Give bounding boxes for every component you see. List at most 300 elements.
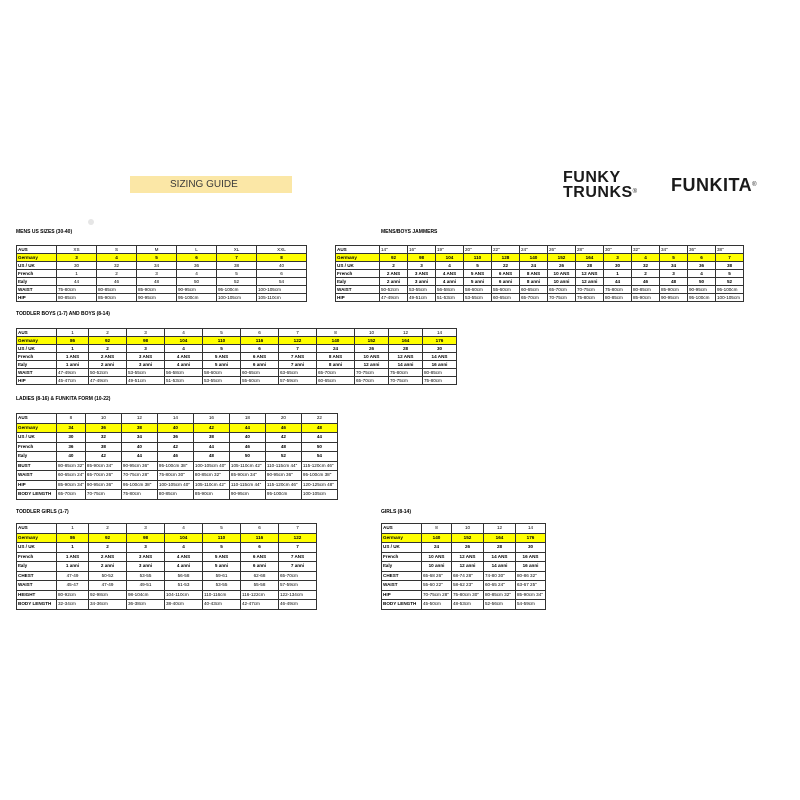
size-cell: 38 [193,433,229,443]
size-cell: 24 [317,345,355,353]
table-row [17,294,307,302]
funky-trunks-logo [563,170,638,200]
size-cell: 48-53cm [452,600,484,610]
size-cell: 32 [97,262,137,270]
size-cell: 30" [604,246,632,254]
size-cell: 36-38cm [127,600,165,610]
size-cell: 85-90cm [660,286,688,294]
size-cell: 34-36cm [89,600,127,610]
row-label: HIP [17,377,57,385]
size-cell: 95-100cm [716,286,744,294]
size-cell: 3 [408,262,436,270]
size-cell: 48 [193,452,229,462]
size-cell: 59-61 [203,571,241,581]
size-cell: 65-70cm [317,369,355,377]
size-cell: 14 [157,414,193,424]
size-cell: 63-65cm [279,369,317,377]
size-cell: 28 [389,345,423,353]
size-cell: 54-59cm [516,600,546,610]
row-label: WAIST [382,581,422,591]
size-cell: 95-100cm [217,286,257,294]
size-cell: 105-110cm 42" [229,461,265,471]
table-row [382,571,546,581]
size-cell: 46 [265,423,301,433]
table-row [17,533,317,543]
size-cell: 47-49cm [89,377,127,385]
size-cell: 6 [177,254,217,262]
row-label: HEIGHT [17,590,57,600]
size-cell: 24 [422,543,452,553]
size-cell: 152 [548,254,576,262]
row-label: French [382,552,422,562]
table-row [17,600,317,610]
size-cell: 92 [380,254,408,262]
size-cell: 4 [436,262,464,270]
size-cell: 18 [229,414,265,424]
size-cell: 4 [165,345,203,353]
size-cell: 56-58cm [165,369,203,377]
size-cell: 32 [85,433,121,443]
size-cell: 80-85cm [423,369,457,377]
size-cell: 75-80cm [121,490,157,500]
size-cell: 110-115cm 44" [229,480,265,490]
size-cell: 48 [660,278,688,286]
size-cell: 70-75cm [85,490,121,500]
size-cell: 80-85cm [157,490,193,500]
size-cell: 4 anni [165,562,203,572]
row-label: Germany [382,533,422,543]
size-cell: 12 ANS [389,353,423,361]
size-cell: 80-92cm [57,590,89,600]
size-cell: 122-134cm [279,590,317,600]
size-cell: 80-85cm 32" [193,471,229,481]
size-cell: 2 [89,524,127,534]
size-cell: 90-95cm [229,490,265,500]
row-label: WAIST [17,471,57,481]
size-cell: 1 anni [57,361,89,369]
size-cell: 115-120cm 46" [301,461,337,471]
size-cell: 104 [165,533,203,543]
size-cell: 2 anni [89,562,127,572]
size-cell: 85-90cm [193,490,229,500]
size-cell: M [137,246,177,254]
size-cell: 56-58cm [436,286,464,294]
size-cell: 36 [157,433,193,443]
size-cell: XL [217,246,257,254]
size-cell: 40 [229,433,265,443]
size-cell: 6 anni [492,278,520,286]
row-label: Italy [17,452,57,462]
section-title-mens-us: MENS US SIZES (30-40) [16,229,73,235]
size-cell: 36 [177,262,217,270]
size-cell: 5 [137,254,177,262]
row-label: AUS [382,524,422,534]
size-cell: 80-85cm [604,294,632,302]
row-label: CHEST [17,571,57,581]
size-cell: 57-59cm [279,581,317,591]
size-cell: 98 [127,337,165,345]
table-row [382,543,546,553]
size-cell: 6 [241,329,279,337]
size-cell: 49-51cm [408,294,436,302]
size-cell: 3 ANS [408,270,436,278]
size-cell: 120-125cm 48" [301,480,337,490]
size-cell: 8 [422,524,452,534]
size-cell: 42 [265,433,301,443]
size-cell: 164 [484,533,516,543]
table-row [382,552,546,562]
size-cell: 110 [464,254,492,262]
size-cell: 60-65cm [520,286,548,294]
row-label: WAIST [17,369,57,377]
size-cell: 36 [688,262,716,270]
table-row [382,590,546,600]
size-cell: L [177,246,217,254]
row-label: HIP [382,590,422,600]
table-row [336,246,744,254]
row-label: Germany [336,254,380,262]
size-cell: 14 [516,524,546,534]
size-cell: 85-90cm [137,286,177,294]
ladies-size-table [16,413,338,500]
size-cell: 5 anni [203,562,241,572]
size-cell: 3 [604,254,632,262]
size-cell: 98 [127,533,165,543]
size-cell: 80-85cm [632,286,660,294]
size-cell: 42 [85,452,121,462]
size-cell: 53-55cm [203,377,241,385]
table-row [17,490,338,500]
size-cell: 47-49 [57,571,89,581]
toddler-girls-size-table [16,523,317,610]
size-cell: 98-104cm [127,590,165,600]
size-cell: 12 ANS [452,552,484,562]
size-cell: 26 [452,543,484,553]
size-cell: 26 [355,345,389,353]
table-row [17,461,338,471]
size-cell: S [97,246,137,254]
size-cell: 75-80cm [389,369,423,377]
size-cell: 22" [492,246,520,254]
row-label: WAIST [17,581,57,591]
table-row [382,562,546,572]
row-label: French [17,442,57,452]
toddler-boys-size-table [16,328,457,385]
size-cell: 52 [217,278,257,286]
size-cell: 44 [193,442,229,452]
size-cell: 30 [57,433,86,443]
table-row [17,329,457,337]
size-cell: 7 anni [279,361,317,369]
table-row [17,246,307,254]
size-cell: 3 ANS [127,353,165,361]
row-label: AUS [17,329,57,337]
size-cell: 48 [301,423,337,433]
size-cell: 152 [355,337,389,345]
size-cell: 12 anni [576,278,604,286]
size-cell: 3 [660,270,688,278]
size-cell: 75-80cm 30" [452,590,484,600]
size-cell: 47-49cm [57,369,89,377]
size-cell: 1 [57,524,89,534]
size-cell: 110-116cm [203,590,241,600]
size-cell: 70-75cm 28" [121,471,157,481]
size-cell: 65-70cm [355,377,389,385]
size-cell: 50-52cm [380,286,408,294]
size-cell: 42 [157,442,193,452]
size-cell: 80-85cm 32" [484,590,516,600]
size-cell: 90-95cm [177,286,217,294]
size-cell: 6 [241,524,279,534]
size-cell: 75-80cm [423,377,457,385]
size-cell: 60-65cm [241,369,279,377]
size-cell: 30 [423,345,457,353]
size-cell: 95-100cm [688,294,716,302]
size-cell: 140 [422,533,452,543]
size-cell: 6 ANS [241,552,279,562]
row-label: US / UK [17,433,57,443]
size-cell: 8 [257,254,307,262]
size-cell: 1 [604,270,632,278]
size-cell: 7 [279,345,317,353]
table-row [17,423,338,433]
size-cell: 5 ANS [203,552,241,562]
row-label: BUST [17,461,57,471]
size-cell: 6 ANS [492,270,520,278]
size-cell: 10 ANS [355,353,389,361]
size-cell: 34 [660,262,688,270]
size-cell: 140 [520,254,548,262]
size-cell: 95-100cm 38" [121,480,157,490]
size-cell: 26 [548,262,576,270]
size-cell: 70-75cm [576,286,604,294]
size-cell: 14" [380,246,408,254]
size-cell: 90-95cm 36" [85,480,121,490]
size-cell: 22 [492,262,520,270]
size-cell: 70-75cm [548,294,576,302]
size-cell: 115-120cm 46" [265,480,301,490]
size-cell: 65-70cm [57,490,86,500]
size-cell: 3 anni [408,278,436,286]
size-cell: 5 [203,345,241,353]
size-cell: 38" [716,246,744,254]
jammers-size-table [335,245,744,302]
size-cell: 32 [632,262,660,270]
size-cell: 90-95cm [137,294,177,302]
size-cell: 7 [217,254,257,262]
size-cell: 50 [301,442,337,452]
section-title-toddler-girls: TODDLER GIRLS (1-7) [16,509,69,515]
size-cell: 4 anni [165,361,203,369]
size-cell: 53-55cm [464,294,492,302]
size-cell: 14 ANS [484,552,516,562]
size-cell: 90-95cm [660,294,688,302]
size-cell: 24 [520,262,548,270]
size-cell: 75-80cm 30" [157,471,193,481]
size-cell: 50 [688,278,716,286]
size-cell: 104 [165,337,203,345]
size-cell: 116 [241,533,279,543]
size-cell: 55-60 22" [422,581,452,591]
size-cell: 53-55 [127,571,165,581]
size-cell: 176 [516,533,546,543]
table-row [382,581,546,591]
size-cell: 50-52cm [89,369,127,377]
size-cell: 12 [389,329,423,337]
size-cell: 62-68 [241,571,279,581]
size-cell: 16 anni [516,562,546,572]
size-cell: 90-95cm 36" [121,461,157,471]
size-cell: 38 [217,262,257,270]
size-cell: 38 [121,423,157,433]
size-cell: 2 ANS [89,353,127,361]
row-label: US / UK [382,543,422,553]
size-cell: 105-110cm 42" [193,480,229,490]
size-cell: 53-55 [203,581,241,591]
size-cell: 5 ANS [203,353,241,361]
size-cell: 6 ANS [241,353,279,361]
size-cell: 85-90cm [97,294,137,302]
page-title: SIZING GUIDE [170,179,238,190]
size-cell: 75-80cm [604,286,632,294]
row-label: AUS [17,524,57,534]
size-cell: 28 [576,262,604,270]
size-cell: 44 [121,452,157,462]
size-cell: 12 [484,524,516,534]
row-label: Italy [17,278,57,286]
table-row [17,353,457,361]
size-cell: 5 [203,543,241,553]
size-cell: 7 ANS [279,353,317,361]
size-cell: 176 [423,337,457,345]
size-cell: 54 [301,452,337,462]
size-cell: 40-43cm [203,600,241,610]
size-cell: 44 [604,278,632,286]
sizing-guide-banner [130,176,292,193]
size-cell: 14 ANS [423,353,457,361]
size-cell: 38 [85,442,121,452]
size-cell: 116-122cm [241,590,279,600]
girls-size-table [381,523,546,610]
row-label: French [17,270,57,278]
size-cell: 60-65cm [492,294,520,302]
size-cell: 4 ANS [165,353,203,361]
section-title-jammers: MENS/BOYS JAMMERS [381,229,438,235]
row-label: Italy [336,278,380,286]
size-cell: 55-60cm [241,377,279,385]
size-cell: 3 [137,270,177,278]
table-row [17,270,307,278]
size-cell: 95-100cm 38" [301,471,337,481]
row-label: HIP [336,294,380,302]
size-cell: 75-80cm [576,294,604,302]
size-cell: 152 [452,533,484,543]
row-label: Italy [17,361,57,369]
size-cell: 24" [520,246,548,254]
size-cell: 100-105cm 40" [157,480,193,490]
size-cell: 85-90cm 34" [229,471,265,481]
size-cell: 46 [229,442,265,452]
decorative-dot [88,219,94,225]
row-label: CHEST [382,571,422,581]
size-cell: 2 anni [89,361,127,369]
size-cell: XXL [257,246,307,254]
size-cell: 38-40cm [165,600,203,610]
size-cell: 80-85cm [57,294,97,302]
size-cell: 30 [604,262,632,270]
size-cell: 60-65cm 24" [57,471,86,481]
size-cell: 8 [57,414,86,424]
size-cell: 3 [127,345,165,353]
size-cell: 28" [576,246,604,254]
section-title-ladies: LADIES (8-16) & FUNKITA FORM (10-22) [16,396,111,402]
size-cell: 100-105cm 40" [193,461,229,471]
size-cell: 10 anni [548,278,576,286]
table-row [382,600,546,610]
table-row [336,286,744,294]
size-cell: 85-90cm 34" [516,590,546,600]
size-cell: 32" [632,246,660,254]
logo-line-2: TRUNKS [563,184,633,201]
size-cell: 20" [464,246,492,254]
size-cell: 65-70cm [520,294,548,302]
size-cell: 122 [279,337,317,345]
mens-us-size-table [16,245,307,302]
size-cell: 4 [688,270,716,278]
row-label: French [336,270,380,278]
size-cell: 14 anni [389,361,423,369]
size-cell: 48 [137,278,177,286]
size-cell: 85-90cm 34" [85,461,121,471]
size-cell: 5 ANS [464,270,492,278]
size-cell: 3 anni [127,562,165,572]
table-row [382,524,546,534]
size-cell: 58-60cm [464,286,492,294]
row-label: Italy [17,562,57,572]
size-cell: 2 anni [380,278,408,286]
table-row [17,433,338,443]
size-cell: 36" [688,246,716,254]
row-label: Germany [17,423,57,433]
size-cell: 4 [177,270,217,278]
size-cell: 7 [279,329,317,337]
size-cell: 8 ANS [317,353,355,361]
row-label: AUS [17,414,57,424]
funkita-logo-text: FUNKITA [671,175,753,195]
size-cell: 7 anni [279,562,317,572]
section-title-toddler-boys: TODDLER BOYS (1-7) AND BOYS (8-14) [16,311,110,317]
size-cell: 5 [464,262,492,270]
row-label: Italy [382,562,422,572]
size-cell: 42-47cm [241,600,279,610]
size-cell: 47-49 [89,581,127,591]
size-cell: 46 [632,278,660,286]
size-cell: 5 [217,270,257,278]
size-cell: 80-85cm 32" [57,461,86,471]
size-cell: 38 [716,262,744,270]
size-cell: 57-59cm [279,377,317,385]
size-cell: 28 [484,543,516,553]
size-cell: 48 [265,442,301,452]
size-cell: 110 [203,533,241,543]
size-cell: 22 [301,414,337,424]
size-cell: 3 anni [127,361,165,369]
size-cell: 6 [241,543,279,553]
size-cell: 52 [265,452,301,462]
size-cell: 1 [57,345,89,353]
size-cell: 1 ANS [57,353,89,361]
size-cell: XS [57,246,97,254]
